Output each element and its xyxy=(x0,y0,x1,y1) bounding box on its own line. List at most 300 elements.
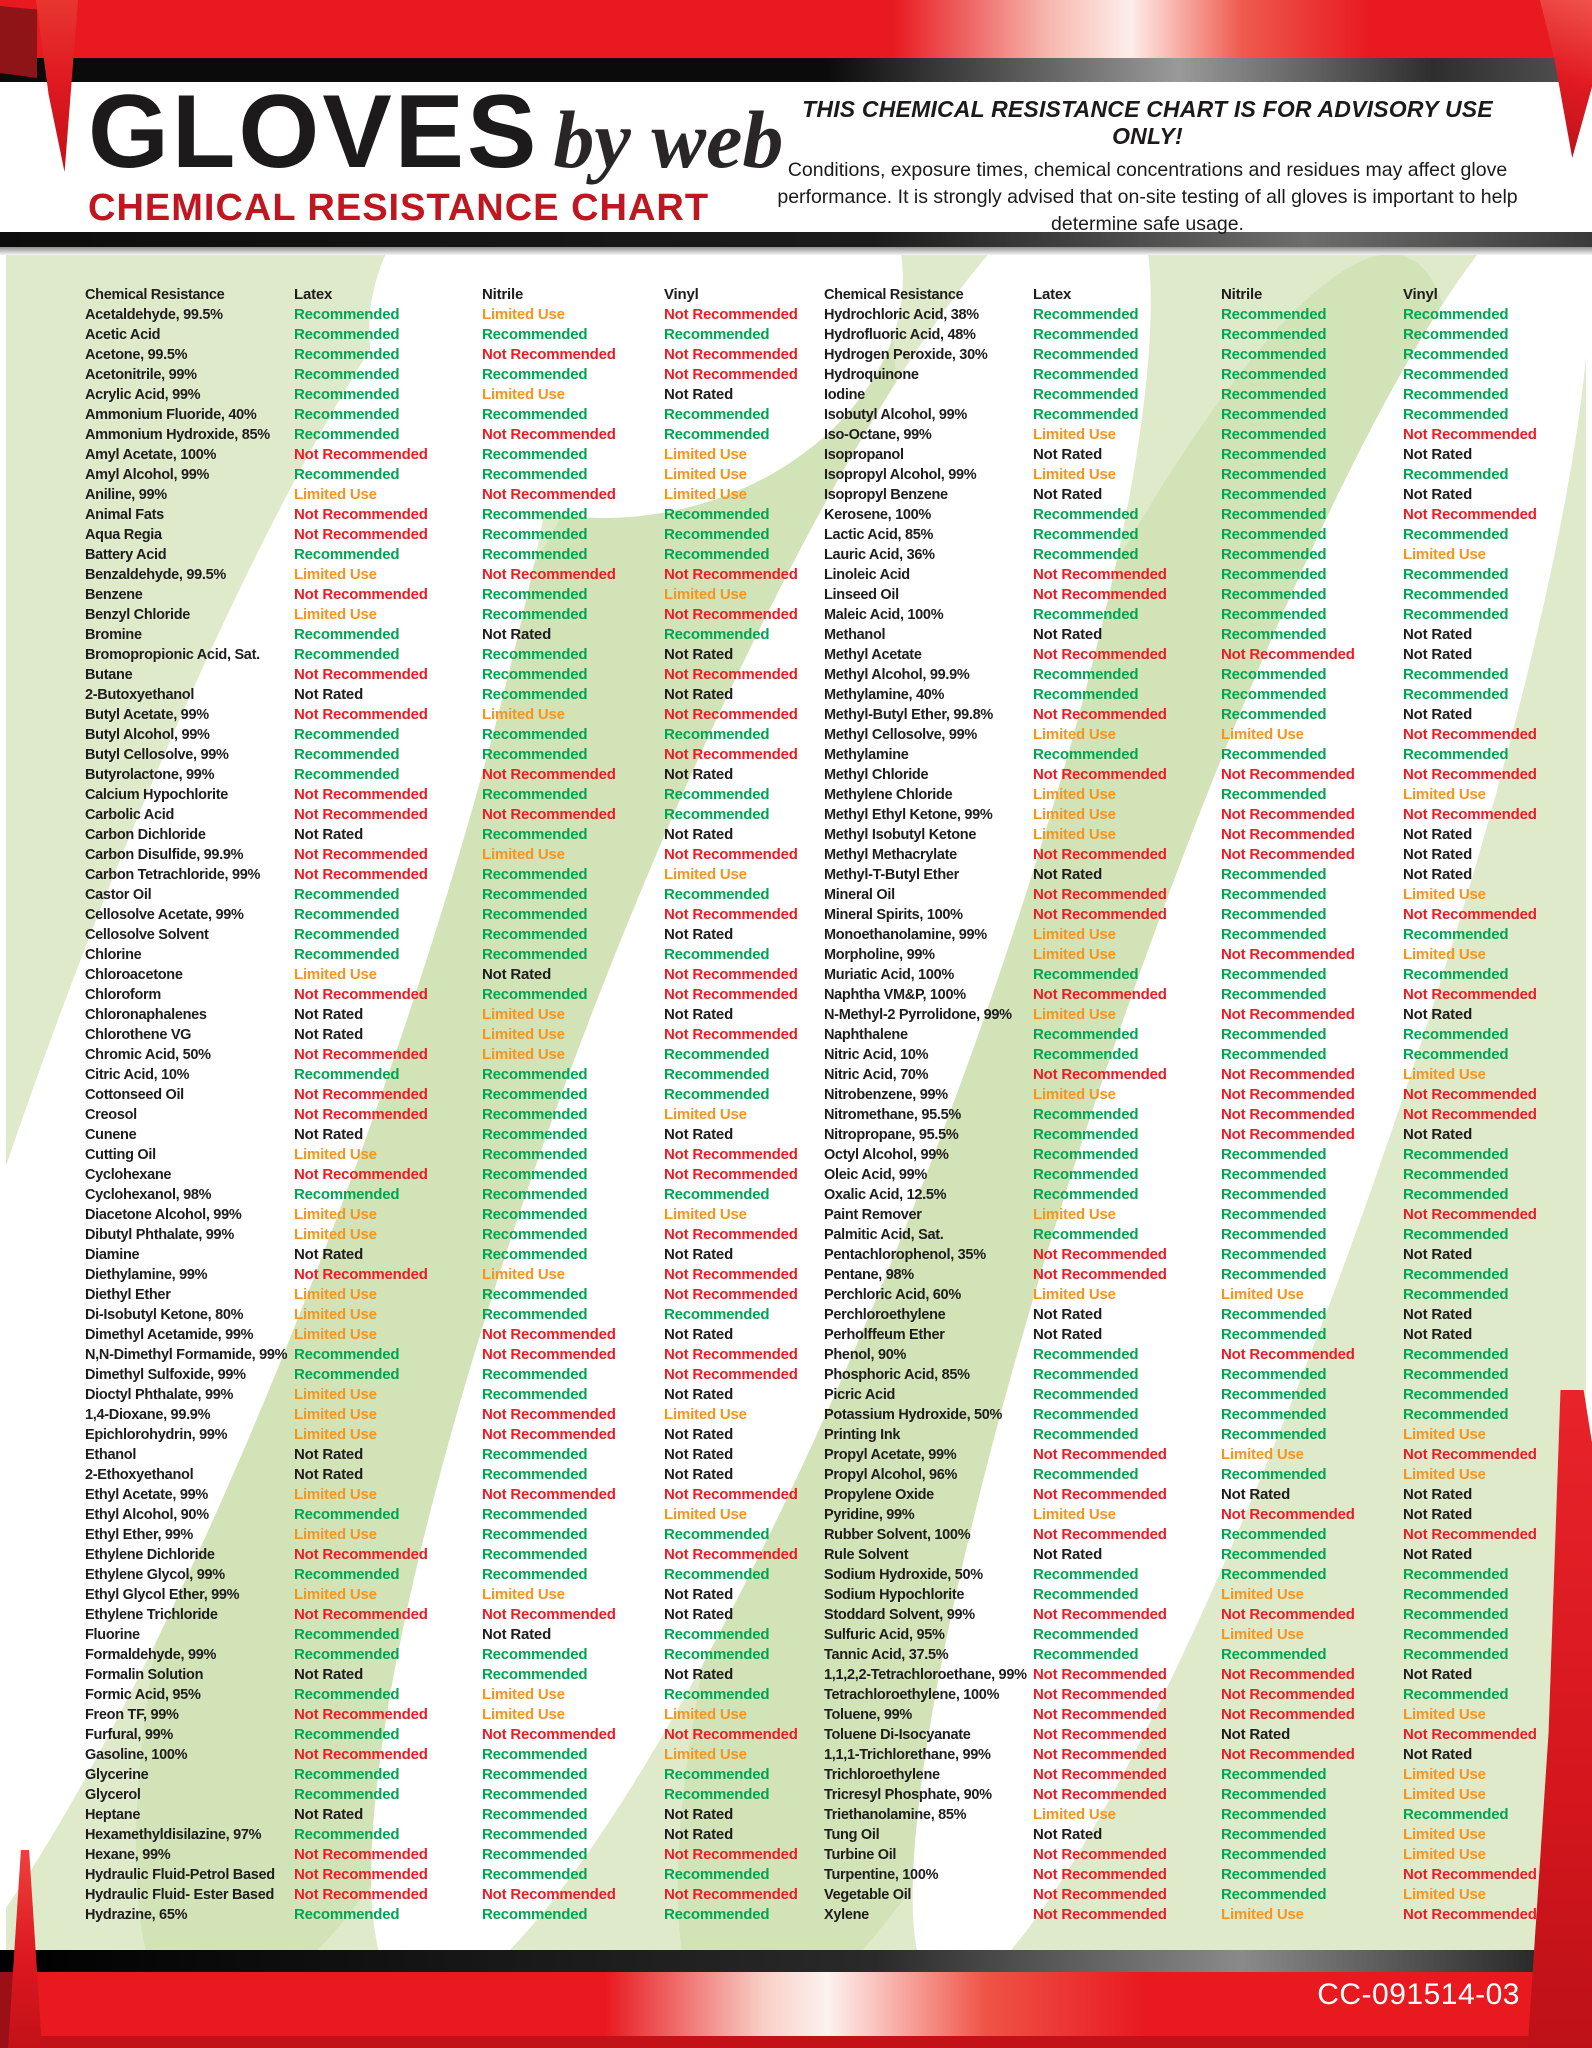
nitrile-rating: Not Recommended xyxy=(1221,806,1355,823)
chemical-name: Hydrochloric Acid, 38% xyxy=(824,307,979,323)
nitrile-rating: Recommended xyxy=(1221,1826,1327,1843)
vinyl-rating: Not Rated xyxy=(1403,1546,1473,1563)
nitrile-rating: Recommended xyxy=(482,826,588,843)
vinyl-rating: Not Recommended xyxy=(664,1546,798,1563)
table-row xyxy=(824,425,1564,445)
latex-rating: Limited Use xyxy=(294,566,377,583)
latex-rating: Limited Use xyxy=(1033,466,1116,483)
vinyl-rating: Recommended xyxy=(1403,1186,1509,1203)
vinyl-rating: Not Rated xyxy=(1403,826,1473,843)
nitrile-rating: Limited Use xyxy=(1221,1626,1304,1643)
chemical-name: Paint Remover xyxy=(824,1207,922,1223)
vinyl-rating: Limited Use xyxy=(1403,546,1486,563)
table-row xyxy=(85,1085,825,1105)
latex-rating: Recommended xyxy=(294,646,400,663)
latex-rating: Recommended xyxy=(1033,506,1139,523)
logo-byweb-text: by web xyxy=(553,94,784,185)
table-row xyxy=(85,425,825,445)
chemical-name: Morpholine, 99% xyxy=(824,947,935,963)
vinyl-rating: Recommended xyxy=(1403,526,1509,543)
chemical-name: Nitromethane, 95.5% xyxy=(824,1107,961,1123)
table-row xyxy=(824,385,1564,405)
table-row xyxy=(824,1685,1564,1705)
table-row xyxy=(85,1465,825,1485)
latex-rating: Not Rated xyxy=(1033,1826,1103,1843)
latex-rating: Limited Use xyxy=(1033,1286,1116,1303)
latex-rating: Limited Use xyxy=(294,1146,377,1163)
chemical-name: Ethylene Trichloride xyxy=(85,1607,218,1623)
latex-rating: Not Rated xyxy=(1033,1326,1103,1343)
latex-rating: Limited Use xyxy=(294,1286,377,1303)
table-row xyxy=(824,1545,1564,1565)
table-row xyxy=(824,945,1564,965)
latex-rating: Not Rated xyxy=(1033,1306,1103,1323)
table-row xyxy=(824,1625,1564,1645)
latex-rating: Not Rated xyxy=(1033,486,1103,503)
latex-rating: Not Recommended xyxy=(294,866,428,883)
chemical-name: Isopropyl Benzene xyxy=(824,487,948,503)
vinyl-rating: Recommended xyxy=(1403,1286,1509,1303)
table-row xyxy=(85,745,825,765)
nitrile-rating: Recommended xyxy=(1221,486,1327,503)
chemical-name: Di-Isobutyl Ketone, 80% xyxy=(85,1307,244,1323)
chemical-name: Printing Ink xyxy=(824,1427,901,1443)
nitrile-rating: Recommended xyxy=(482,1286,588,1303)
chemical-name: 1,4-Dioxane, 99.9% xyxy=(85,1407,211,1423)
vinyl-rating: Recommended xyxy=(664,1906,770,1923)
vinyl-rating: Not Recommended xyxy=(1403,1866,1537,1883)
nitrile-rating: Recommended xyxy=(1221,666,1327,683)
vinyl-rating: Recommended xyxy=(664,1626,770,1643)
latex-rating: Recommended xyxy=(294,1186,400,1203)
vinyl-rating: Not Rated xyxy=(1403,866,1473,883)
table-row xyxy=(824,1325,1564,1345)
vinyl-rating: Recommended xyxy=(664,1086,770,1103)
nitrile-rating: Recommended xyxy=(1221,1326,1327,1343)
table-row xyxy=(824,1805,1564,1825)
vinyl-rating: Limited Use xyxy=(1403,946,1486,963)
table-row xyxy=(85,705,825,725)
nitrile-rating: Recommended xyxy=(482,366,588,383)
latex-rating: Limited Use xyxy=(1033,806,1116,823)
table-row xyxy=(85,1105,825,1125)
latex-rating: Not Recommended xyxy=(1033,1486,1167,1503)
nitrile-rating: Not Recommended xyxy=(482,1486,616,1503)
chemical-name: Octyl Alcohol, 99% xyxy=(824,1147,949,1163)
table-row xyxy=(824,1885,1564,1905)
nitrile-rating: Recommended xyxy=(1221,1246,1327,1263)
chemical-name: Rubber Solvent, 100% xyxy=(824,1527,971,1543)
nitrile-rating: Recommended xyxy=(1221,366,1327,383)
chemical-name: Butyl Acetate, 99% xyxy=(85,707,209,723)
nitrile-rating: Limited Use xyxy=(482,846,565,863)
nitrile-rating: Not Recommended xyxy=(482,766,616,783)
vinyl-rating: Not Rated xyxy=(1403,1326,1473,1343)
chemical-name: Formalin Solution xyxy=(85,1667,204,1683)
vinyl-rating: Recommended xyxy=(664,1866,770,1883)
table-row xyxy=(85,1605,825,1625)
chemical-name: Turpentine, 100% xyxy=(824,1867,939,1883)
table-row xyxy=(85,1625,825,1645)
chemical-name: Mineral Oil xyxy=(824,887,895,903)
resistance-table-left xyxy=(85,285,825,1925)
latex-rating: Recommended xyxy=(294,386,400,403)
vinyl-rating: Limited Use xyxy=(1403,786,1486,803)
vinyl-rating: Not Recommended xyxy=(664,1346,798,1363)
latex-rating: Recommended xyxy=(294,1686,400,1703)
nitrile-rating: Recommended xyxy=(1221,566,1327,583)
vinyl-rating: Not Recommended xyxy=(664,1286,798,1303)
nitrile-rating: Recommended xyxy=(482,1146,588,1163)
nitrile-rating: Limited Use xyxy=(482,1266,565,1283)
nitrile-rating: Recommended xyxy=(1221,1266,1327,1283)
latex-rating: Not Recommended xyxy=(294,1706,428,1723)
vinyl-rating: Not Recommended xyxy=(664,1026,798,1043)
table-row xyxy=(85,1645,825,1665)
latex-rating: Not Recommended xyxy=(294,1886,428,1903)
vinyl-rating: Recommended xyxy=(1403,746,1509,763)
nitrile-rating: Recommended xyxy=(482,946,588,963)
vinyl-rating: Limited Use xyxy=(1403,1766,1486,1783)
nitrile-rating: Not Recommended xyxy=(1221,1706,1355,1723)
nitrile-rating: Recommended xyxy=(482,726,588,743)
vinyl-rating: Not Recommended xyxy=(664,1266,798,1283)
table-row xyxy=(824,1425,1564,1445)
vinyl-rating: Not Rated xyxy=(664,1446,734,1463)
latex-rating: Recommended xyxy=(294,746,400,763)
latex-rating: Not Rated xyxy=(294,1466,364,1483)
latex-rating: Recommended xyxy=(294,346,400,363)
chemical-name: Dimethyl Sulfoxide, 99% xyxy=(85,1367,246,1383)
table-row xyxy=(85,665,825,685)
table-row xyxy=(85,645,825,665)
nitrile-rating: Recommended xyxy=(1221,546,1327,563)
latex-rating: Not Recommended xyxy=(1033,646,1167,663)
vinyl-rating: Not Rated xyxy=(664,826,734,843)
nitrile-rating: Not Recommended xyxy=(482,1346,616,1363)
table-row xyxy=(85,1305,825,1325)
nitrile-rating: Recommended xyxy=(482,906,588,923)
latex-rating: Recommended xyxy=(294,1626,400,1643)
table-row xyxy=(824,1485,1564,1505)
latex-rating: Recommended xyxy=(294,466,400,483)
table-row xyxy=(824,985,1564,1005)
column-header: Vinyl xyxy=(664,286,699,303)
vinyl-rating: Recommended xyxy=(1403,1406,1509,1423)
nitrile-rating: Recommended xyxy=(482,1166,588,1183)
latex-rating: Recommended xyxy=(294,406,400,423)
nitrile-rating: Recommended xyxy=(482,886,588,903)
nitrile-rating: Limited Use xyxy=(1221,726,1304,743)
vinyl-rating: Not Recommended xyxy=(1403,1726,1537,1743)
latex-rating: Recommended xyxy=(1033,1226,1139,1243)
latex-rating: Not Recommended xyxy=(1033,766,1167,783)
latex-rating: Recommended xyxy=(1033,1366,1139,1383)
table-row xyxy=(85,1705,825,1725)
nitrile-rating: Recommended xyxy=(1221,1146,1327,1163)
chemical-name: Propyl Alcohol, 96% xyxy=(824,1467,958,1483)
nitrile-rating: Limited Use xyxy=(1221,1586,1304,1603)
chemical-name: Oxalic Acid, 12.5% xyxy=(824,1187,947,1203)
nitrile-rating: Not Rated xyxy=(482,626,552,643)
nitrile-rating: Recommended xyxy=(482,1646,588,1663)
nitrile-rating: Recommended xyxy=(482,586,588,603)
chemical-name: Methyl Isobutyl Ketone xyxy=(824,827,977,843)
chemical-name: Sodium Hypochlorite xyxy=(824,1587,965,1603)
vinyl-rating: Recommended xyxy=(1403,1626,1509,1643)
latex-rating: Not Rated xyxy=(294,1126,364,1143)
table-row xyxy=(824,465,1564,485)
table-row xyxy=(85,405,825,425)
table-row xyxy=(824,825,1564,845)
nitrile-rating: Recommended xyxy=(482,786,588,803)
chemical-name: Acetic Acid xyxy=(85,327,161,343)
chemical-name: Chloronaphalenes xyxy=(85,1007,207,1023)
table-row xyxy=(824,365,1564,385)
table-row xyxy=(824,1025,1564,1045)
chemical-name: Nitrobenzene, 99% xyxy=(824,1087,948,1103)
table-row xyxy=(85,1565,825,1585)
nitrile-rating: Recommended xyxy=(1221,446,1327,463)
nitrile-rating: Recommended xyxy=(482,606,588,623)
chemical-name: Oleic Acid, 99% xyxy=(824,1167,927,1183)
latex-rating: Recommended xyxy=(1033,966,1139,983)
nitrile-rating: Recommended xyxy=(482,1246,588,1263)
table-row xyxy=(85,1845,825,1865)
vinyl-rating: Limited Use xyxy=(1403,1426,1486,1443)
latex-rating: Not Recommended xyxy=(294,586,428,603)
nitrile-rating: Recommended xyxy=(482,986,588,1003)
vinyl-rating: Not Rated xyxy=(1403,486,1473,503)
chemical-name: Heptane xyxy=(85,1807,141,1823)
vinyl-rating: Recommended xyxy=(1403,1026,1509,1043)
table-row xyxy=(824,1565,1564,1585)
chemical-name: Hydrogen Peroxide, 30% xyxy=(824,347,988,363)
latex-rating: Not Recommended xyxy=(294,526,428,543)
nitrile-rating: Limited Use xyxy=(482,1706,565,1723)
nitrile-rating: Recommended xyxy=(1221,1386,1327,1403)
vinyl-rating: Limited Use xyxy=(664,1746,747,1763)
vinyl-rating: Not Rated xyxy=(664,1246,734,1263)
chemical-name: Potassium Hydroxide, 50% xyxy=(824,1407,1003,1423)
nitrile-rating: Recommended xyxy=(482,646,588,663)
document-code: CC-091514-03 xyxy=(1317,1978,1520,2011)
vinyl-rating: Recommended xyxy=(664,1526,770,1543)
table-row xyxy=(85,1285,825,1305)
nitrile-rating: Not Recommended xyxy=(482,426,616,443)
chemical-name: Isopropanol xyxy=(824,447,904,463)
latex-rating: Limited Use xyxy=(1033,926,1116,943)
chemical-name: Tricresyl Phosphate, 90% xyxy=(824,1787,992,1803)
chemical-name: Nitric Acid, 70% xyxy=(824,1067,929,1083)
page-title: CHEMICAL RESISTANCE CHART xyxy=(88,187,710,229)
latex-rating: Recommended xyxy=(1033,1126,1139,1143)
vinyl-rating: Not Rated xyxy=(664,1586,734,1603)
vinyl-rating: Recommended xyxy=(1403,1586,1509,1603)
nitrile-rating: Recommended xyxy=(1221,1186,1327,1203)
chemical-name: Acetone, 99.5% xyxy=(85,347,188,363)
latex-rating: Recommended xyxy=(294,366,400,383)
latex-rating: Limited Use xyxy=(294,1386,377,1403)
vinyl-rating: Not Rated xyxy=(1403,1506,1473,1523)
latex-rating: Recommended xyxy=(1033,546,1139,563)
vinyl-rating: Not Rated xyxy=(664,1806,734,1823)
latex-rating: Limited Use xyxy=(294,1306,377,1323)
nitrile-rating: Recommended xyxy=(482,1806,588,1823)
table-row xyxy=(824,865,1564,885)
chemical-name: Formaldehyde, 99% xyxy=(85,1647,217,1663)
latex-rating: Recommended xyxy=(1033,1466,1139,1483)
latex-rating: Not Recommended xyxy=(1033,1446,1167,1463)
nitrile-rating: Limited Use xyxy=(482,1046,565,1063)
nitrile-rating: Recommended xyxy=(482,1546,588,1563)
latex-rating: Limited Use xyxy=(294,486,377,503)
table-row xyxy=(85,1405,825,1425)
latex-rating: Recommended xyxy=(1033,606,1139,623)
nitrile-rating: Recommended xyxy=(482,1766,588,1783)
latex-rating: Recommended xyxy=(294,1366,400,1383)
chemical-name: Methyl-T-Butyl Ether xyxy=(824,867,959,883)
chemical-name: Epichlorohydrin, 99% xyxy=(85,1427,228,1443)
vinyl-rating: Not Rated xyxy=(664,1826,734,1843)
latex-rating: Not Recommended xyxy=(294,786,428,803)
nitrile-rating: Recommended xyxy=(1221,986,1327,1003)
latex-rating: Not Rated xyxy=(1033,1546,1103,1563)
column-header: Nitrile xyxy=(1221,286,1263,303)
vinyl-rating: Recommended xyxy=(1403,566,1509,583)
nitrile-rating: Recommended xyxy=(482,446,588,463)
chemical-name: Acrylic Acid, 99% xyxy=(85,387,201,403)
table-row xyxy=(85,625,825,645)
nitrile-rating: Recommended xyxy=(1221,866,1327,883)
table-row xyxy=(85,1805,825,1825)
vinyl-rating: Not Recommended xyxy=(664,1226,798,1243)
vinyl-rating: Recommended xyxy=(1403,366,1509,383)
nitrile-rating: Not Recommended xyxy=(482,1326,616,1343)
latex-rating: Not Recommended xyxy=(1033,1266,1167,1283)
table-row xyxy=(824,1705,1564,1725)
vinyl-rating: Not Recommended xyxy=(664,1726,798,1743)
chemical-name: Naphthalene xyxy=(824,1027,908,1043)
chemical-name: Aniline, 99% xyxy=(85,487,167,503)
latex-rating: Limited Use xyxy=(294,606,377,623)
chemical-name: Hydroquinone xyxy=(824,367,919,383)
nitrile-rating: Recommended xyxy=(482,1186,588,1203)
nitrile-rating: Recommended xyxy=(1221,706,1327,723)
chemical-name: Chromic Acid, 50% xyxy=(85,1047,211,1063)
table-row xyxy=(85,1145,825,1165)
latex-rating: Not Recommended xyxy=(294,1046,428,1063)
advisory-body: Conditions, exposure times, chemical concentrations and residues may affect glove performance. It is strongly advised that on-site testing of all gloves is important to help determine safe usage. xyxy=(777,159,1518,235)
nitrile-rating: Not Recommended xyxy=(1221,1686,1355,1703)
nitrile-rating: Recommended xyxy=(482,1846,588,1863)
chemical-name: Muriatic Acid, 100% xyxy=(824,967,954,983)
table-row xyxy=(824,585,1564,605)
vinyl-rating: Recommended xyxy=(1403,326,1509,343)
table-row xyxy=(85,825,825,845)
table-row xyxy=(824,1605,1564,1625)
latex-rating: Not Recommended xyxy=(294,986,428,1003)
table-row xyxy=(824,1525,1564,1545)
table-row xyxy=(85,305,825,325)
chemical-name: Perchloroethylene xyxy=(824,1307,946,1323)
vinyl-rating: Not Recommended xyxy=(1403,986,1537,1003)
table-row xyxy=(85,1345,825,1365)
vinyl-rating: Recommended xyxy=(1403,386,1509,403)
table-row xyxy=(824,485,1564,505)
nitrile-rating: Recommended xyxy=(482,1826,588,1843)
chemical-name: Fluorine xyxy=(85,1627,140,1643)
vinyl-rating: Not Recommended xyxy=(664,566,798,583)
chemical-name: Sulfuric Acid, 95% xyxy=(824,1627,945,1643)
table-row xyxy=(824,1845,1564,1865)
nitrile-rating: Not Recommended xyxy=(1221,1746,1355,1763)
vinyl-rating: Limited Use xyxy=(664,1506,747,1523)
silver-strip xyxy=(0,247,1592,255)
chemical-name: Toluene, 99% xyxy=(824,1707,912,1723)
nitrile-rating: Recommended xyxy=(1221,966,1327,983)
latex-rating: Not Rated xyxy=(294,1026,364,1043)
latex-rating: Not Recommended xyxy=(294,846,428,863)
chemical-name: Ethylene Glycol, 99% xyxy=(85,1567,225,1583)
vinyl-rating: Not Recommended xyxy=(1403,1446,1537,1463)
chemical-name: Dioctyl Phthalate, 99% xyxy=(85,1387,234,1403)
nitrile-rating: Recommended xyxy=(1221,746,1327,763)
latex-rating: Limited Use xyxy=(294,1426,377,1443)
chemical-name: Glycerol xyxy=(85,1787,141,1803)
latex-rating: Not Rated xyxy=(1033,446,1103,463)
latex-rating: Recommended xyxy=(294,946,400,963)
nitrile-rating: Recommended xyxy=(1221,1046,1327,1063)
nitrile-rating: Recommended xyxy=(1221,306,1327,323)
chemical-name: Kerosene, 100% xyxy=(824,507,932,523)
nitrile-rating: Recommended xyxy=(482,526,588,543)
table-row xyxy=(85,925,825,945)
nitrile-rating: Recommended xyxy=(482,746,588,763)
nitrile-rating: Recommended xyxy=(1221,686,1327,703)
chemical-name: Turbine Oil xyxy=(824,1847,897,1863)
table-row xyxy=(85,585,825,605)
latex-rating: Recommended xyxy=(1033,526,1139,543)
latex-rating: Not Recommended xyxy=(294,1546,428,1563)
latex-rating: Not Recommended xyxy=(294,1866,428,1883)
chemical-name: Dimethyl Acetamide, 99% xyxy=(85,1327,254,1343)
nitrile-rating: Not Recommended xyxy=(1221,1066,1355,1083)
chemical-name: Diethyl Ether xyxy=(85,1287,171,1303)
nitrile-rating: Recommended xyxy=(1221,1206,1327,1223)
chemical-name: Cellosolve Solvent xyxy=(85,927,209,943)
vinyl-rating: Recommended xyxy=(1403,1646,1509,1663)
nitrile-rating: Limited Use xyxy=(1221,1906,1304,1923)
vinyl-rating: Not Rated xyxy=(1403,1746,1473,1763)
table-row xyxy=(85,1685,825,1705)
vinyl-rating: Not Recommended xyxy=(664,606,798,623)
latex-rating: Not Recommended xyxy=(1033,1686,1167,1703)
latex-rating: Not Recommended xyxy=(294,1846,428,1863)
table-row xyxy=(824,1465,1564,1485)
table-row xyxy=(824,785,1564,805)
nitrile-rating: Recommended xyxy=(482,1126,588,1143)
chemical-name: Acetonitrile, 99% xyxy=(85,367,197,383)
nitrile-rating: Not Rated xyxy=(1221,1726,1291,1743)
nitrile-rating: Not Rated xyxy=(482,966,552,983)
chemical-name: Hydrofluoric Acid, 48% xyxy=(824,327,976,343)
latex-rating: Not Rated xyxy=(294,686,364,703)
table-row xyxy=(85,545,825,565)
table-row xyxy=(824,1825,1564,1845)
latex-rating: Not Rated xyxy=(294,1806,364,1823)
chemical-name: Formic Acid, 95% xyxy=(85,1687,201,1703)
